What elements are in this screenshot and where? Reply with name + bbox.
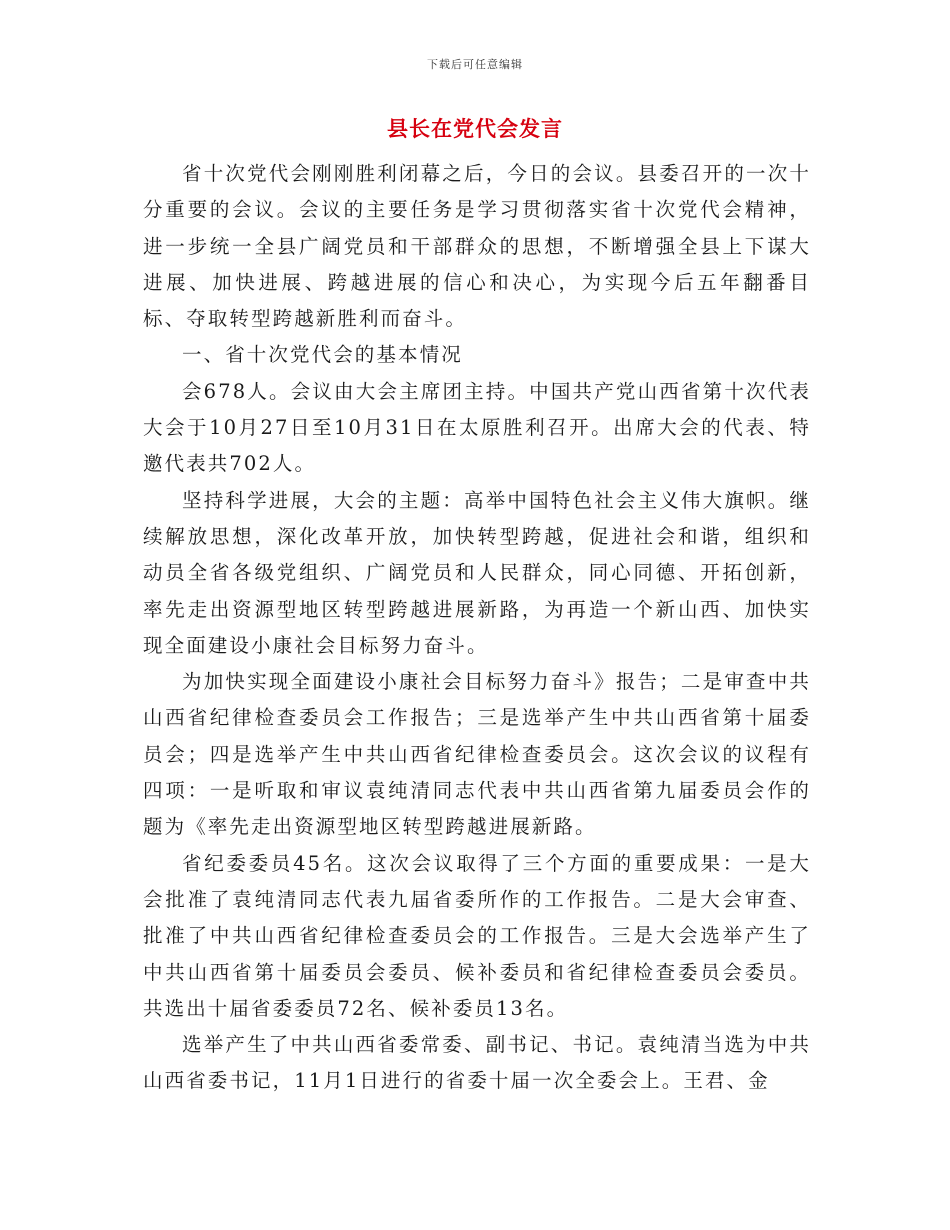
paragraph-results: 省纪委委员45名。这次会议取得了三个方面的重要成果：一是大会批准了袁纯清同志代表九届省委所作的工作报告。二是大会审查、批准了中共山西省纪律检查委员会的工作报告。三是大会选举产生了中共山西省第十届委员会委员、候补委员和省纪律检查委员会委员。共选出十届省委委员72名、候补委员13名。	[143, 851, 811, 1020]
paragraph-agenda: 为加快实现全面建设小康社会目标努力奋斗》报告；二是审查中共山西省纪律检查委员会工作报告；三是选举产生中共山西省第十届委员会；四是选举产生中共山西省纪律检查委员会。这次会议的议程有四项：一是听取和审议袁纯清同志代表中共山西省第九届委员会作的题为《率先走出资源型地区转型跨越进展新路。	[143, 670, 811, 839]
paragraph-election: 选举产生了中共山西省委常委、副书记、书记。袁纯清当选为中共山西省委书记，11月1日进行的省委十届一次全委会上。王君、金	[143, 1033, 811, 1093]
paragraph-theme: 坚持科学进展，大会的主题：高举中国特色社会主义伟大旗帜。继续解放思想，深化改革开放，加快转型跨越，促进社会和谐，组织和动员全省各级党组织、广阔党员和人民群众，同心同德、开拓创新，率先走出资源型地区转型跨越进展新路，为再造一个新山西、加快实现全面建设小康社会目标努力奋斗。	[143, 488, 811, 657]
section-heading: 一、省十次党代会的基本情况	[182, 343, 463, 367]
paragraph-attendance: 会678人。会议由大会主席团主持。中国共产党山西省第十次代表大会于10月27日至10月31日在太原胜利召开。出席大会的代表、特邀代表共702人。	[143, 379, 811, 476]
document-body	[143, 156, 811, 1100]
header-note: 下载后可任意编辑	[427, 58, 523, 71]
paragraph-intro: 省十次党代会刚刚胜利闭幕之后，今日的会议。县委召开的一次十分重要的会议。会议的主要任务是学习贯彻落实省十次党代会精神，进一步统一全县广阔党员和干部群众的思想，不断增强全县上下谋大进展、加快进展、跨越进展的信心和决心，为实现今后五年翻番目标、夺取转型跨越新胜利而奋斗。	[143, 162, 811, 331]
document-title: 县长在党代会发言	[387, 116, 563, 141]
